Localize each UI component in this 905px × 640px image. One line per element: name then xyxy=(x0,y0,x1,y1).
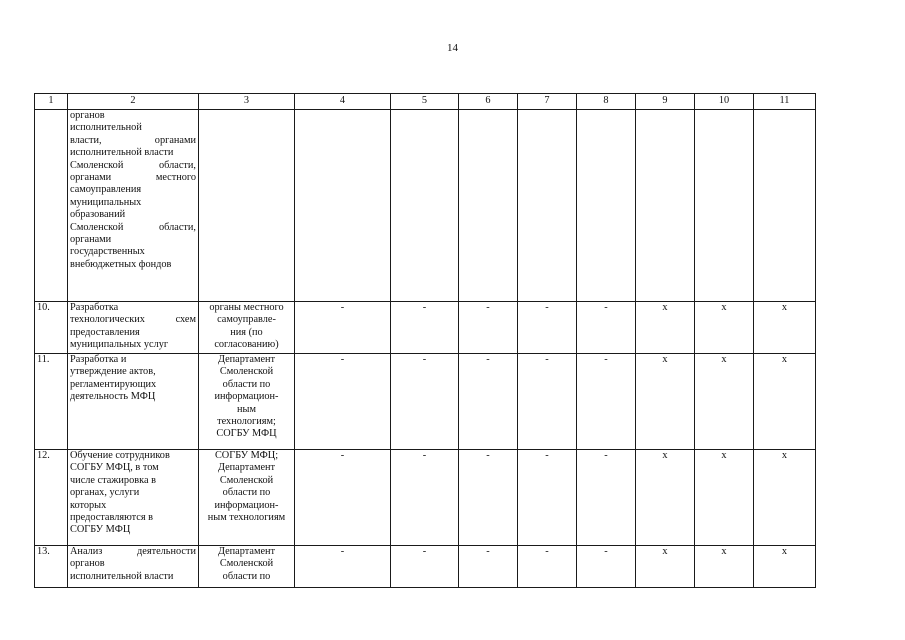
mark-cell: - xyxy=(577,546,636,588)
cell-text-line: Смоленской области, xyxy=(70,221,196,233)
cell-text-line: органами местного xyxy=(70,172,196,184)
mark-cell: - xyxy=(459,302,518,354)
header-cell: 11 xyxy=(754,94,816,110)
cell-text-line: Разработка xyxy=(70,302,119,313)
table-row xyxy=(35,302,816,354)
cell-text-line: Департамент xyxy=(217,546,276,557)
page-number: 14 xyxy=(447,42,458,54)
cell-text-line: ния (по xyxy=(230,326,263,338)
row-number-cell: 11. xyxy=(35,354,68,450)
mark-cell xyxy=(518,110,577,302)
cell-text-line: СОГБУ МФЦ xyxy=(216,428,277,440)
cell-text-line: предоставления xyxy=(70,326,140,338)
cell-text-line: органов xyxy=(70,558,105,570)
table-row xyxy=(35,546,816,588)
mark-cell: x xyxy=(754,302,816,354)
mark-cell: - xyxy=(391,450,459,546)
cell-text-line: технологиям; xyxy=(217,416,276,428)
cell-text-line: государственных xyxy=(70,246,145,258)
mark-cell: x xyxy=(695,450,754,546)
cell-text-line: СОГБУ МФЦ xyxy=(70,524,131,536)
mark-cell: - xyxy=(577,302,636,354)
table-row xyxy=(35,450,816,546)
cell-text-line: Смоленской области, xyxy=(70,159,196,171)
cell-text-line: исполнительной власти xyxy=(70,147,174,159)
mark-cell xyxy=(695,110,754,302)
cell-text-line: области по xyxy=(222,378,271,390)
mark-cell: - xyxy=(518,546,577,588)
cell-text-line: внебюджетных фондов xyxy=(70,258,172,270)
mark-cell: - xyxy=(518,302,577,354)
activity-cell xyxy=(68,450,199,546)
header-cell: 2 xyxy=(68,94,199,110)
cell-text-line: образований xyxy=(70,209,126,221)
mark-cell: - xyxy=(295,302,391,354)
mark-cell: - xyxy=(391,354,459,450)
mark-cell xyxy=(391,110,459,302)
mark-cell: x xyxy=(754,450,816,546)
cell-text-line: органами xyxy=(70,234,112,246)
cell-text-line: которых xyxy=(70,499,107,511)
mark-cell: - xyxy=(459,354,518,450)
cell-text-line: органах, услуги xyxy=(70,487,140,499)
mark-cell: - xyxy=(391,546,459,588)
cell-text-line: самоуправления xyxy=(70,184,142,196)
cell-text-line: органов xyxy=(70,110,105,121)
mark-cell xyxy=(295,110,391,302)
cell-text-line: информацион- xyxy=(214,391,279,403)
row-number-cell: 10. xyxy=(35,302,68,354)
cell-text-line: деятельность МФЦ xyxy=(70,391,156,403)
cell-text-line: органы местного xyxy=(209,302,284,313)
responsible-cell xyxy=(199,354,295,450)
mark-cell: x xyxy=(695,546,754,588)
table-row xyxy=(35,354,816,450)
activity-cell xyxy=(68,354,199,450)
cell-text-line: СОГБУ МФЦ; xyxy=(214,450,279,461)
cell-text-line: Анализ деятельности xyxy=(70,546,196,557)
responsible-cell xyxy=(199,546,295,588)
cell-text-line: исполнительной власти xyxy=(70,570,174,582)
header-cell: 4 xyxy=(295,94,391,110)
cell-text-line: технологических схем xyxy=(70,314,196,326)
table-header-row xyxy=(35,94,816,110)
cell-text-line: муниципальных xyxy=(70,196,142,208)
cell-text-line: области по xyxy=(222,570,271,582)
cell-text-line: согласованию) xyxy=(214,339,279,351)
mark-cell: - xyxy=(577,354,636,450)
cell-text-line: исполнительной xyxy=(70,122,142,134)
cell-text-line: СОГБУ МФЦ, в том xyxy=(70,462,159,474)
cell-text-line: Смоленской xyxy=(219,558,274,570)
mark-cell: - xyxy=(459,450,518,546)
mark-cell: x xyxy=(754,546,816,588)
mark-cell: x xyxy=(754,354,816,450)
cell-text-line: Обучение сотрудников xyxy=(70,450,170,461)
row-number-cell xyxy=(35,110,68,302)
activity-cell xyxy=(68,546,199,588)
mark-cell: - xyxy=(295,450,391,546)
table-row xyxy=(35,110,816,302)
row-number-cell: 13. xyxy=(35,546,68,588)
header-cell: 10 xyxy=(695,94,754,110)
cell-text-line: власти, органами xyxy=(70,134,196,146)
document-table xyxy=(34,93,816,588)
responsible-cell xyxy=(199,110,295,302)
header-cell: 3 xyxy=(199,94,295,110)
mark-cell: x xyxy=(695,354,754,450)
cell-text-line: муниципальных услуг xyxy=(70,339,169,351)
cell-text-line: информацион- xyxy=(214,499,279,511)
cell-text-line: утверждение актов, xyxy=(70,366,156,378)
mark-cell: - xyxy=(295,546,391,588)
activity-cell xyxy=(68,110,199,302)
cell-text-line: предоставляются в xyxy=(70,512,154,524)
cell-text-line: Разработка и xyxy=(70,354,127,365)
cell-text-line: самоуправле- xyxy=(217,314,276,326)
mark-cell: - xyxy=(577,450,636,546)
header-cell: 5 xyxy=(391,94,459,110)
mark-cell: - xyxy=(518,450,577,546)
header-cell: 9 xyxy=(636,94,695,110)
table-body xyxy=(35,94,816,588)
mark-cell xyxy=(577,110,636,302)
activity-cell xyxy=(68,302,199,354)
header-cell: 7 xyxy=(518,94,577,110)
header-cell: 1 xyxy=(35,94,68,110)
cell-text-line: Смоленской xyxy=(219,366,274,378)
cell-text-line: Департамент xyxy=(217,462,276,474)
mark-cell: - xyxy=(391,302,459,354)
responsible-cell xyxy=(199,302,295,354)
mark-cell: x xyxy=(636,546,695,588)
mark-cell: - xyxy=(459,546,518,588)
mark-cell xyxy=(459,110,518,302)
header-cell: 6 xyxy=(459,94,518,110)
cell-text-line: ным xyxy=(237,403,256,415)
mark-cell: x xyxy=(695,302,754,354)
mark-cell xyxy=(636,110,695,302)
responsible-cell xyxy=(199,450,295,546)
row-number-cell: 12. xyxy=(35,450,68,546)
mark-cell: - xyxy=(295,354,391,450)
mark-cell: - xyxy=(518,354,577,450)
cell-text-line: ным технологиям xyxy=(207,512,286,524)
mark-cell: x xyxy=(636,302,695,354)
mark-cell: x xyxy=(636,450,695,546)
cell-text-line: числе стажировка в xyxy=(70,474,156,486)
cell-text-line: Смоленской xyxy=(219,474,274,486)
cell-text-line: области по xyxy=(222,487,271,499)
mark-cell xyxy=(754,110,816,302)
cell-text-line: регламентирующих xyxy=(70,378,157,390)
header-cell: 8 xyxy=(577,94,636,110)
mark-cell: x xyxy=(636,354,695,450)
cell-text-line: Департамент xyxy=(217,354,276,365)
